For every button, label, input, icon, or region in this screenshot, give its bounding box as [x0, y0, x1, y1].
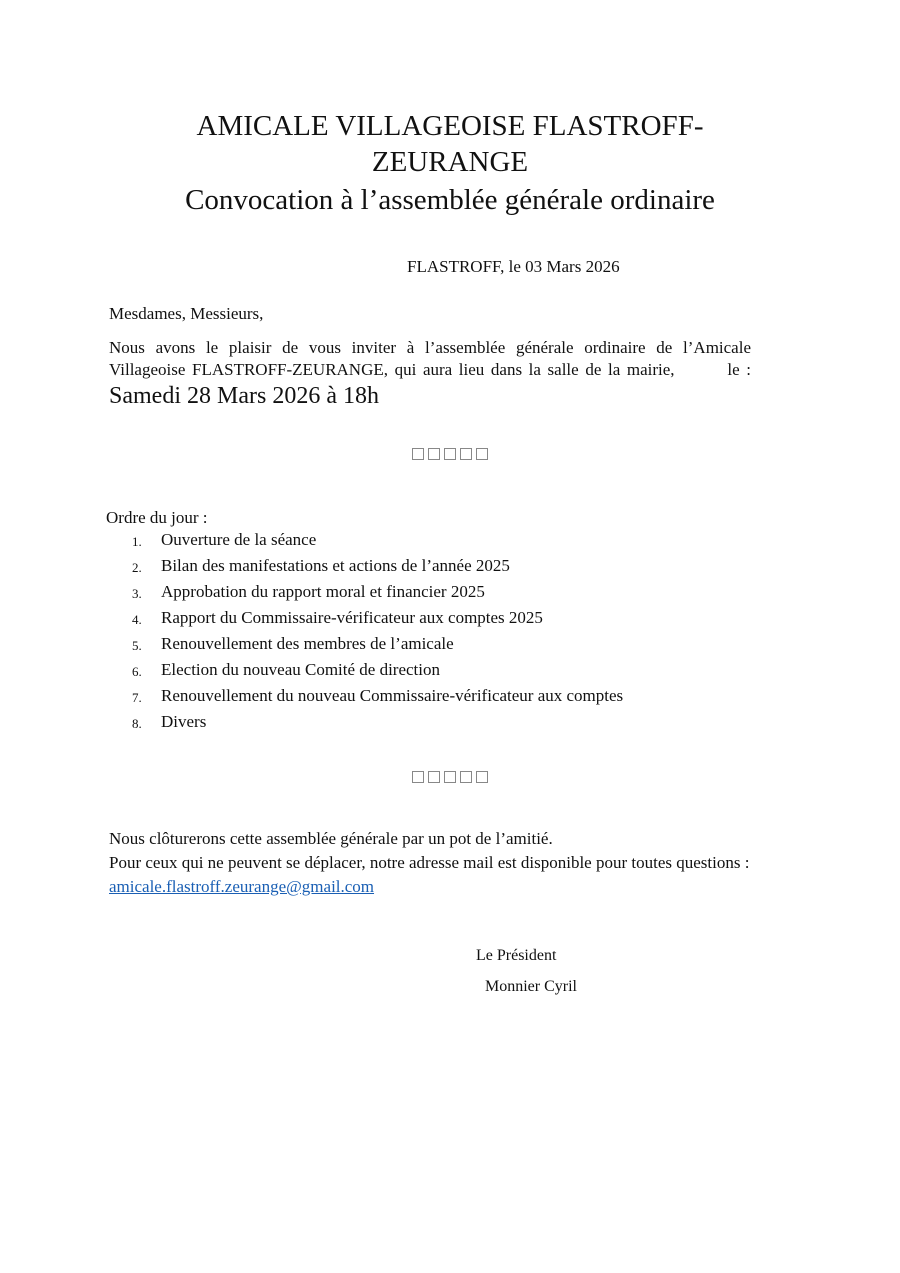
agenda-item-text: Renouvellement des membres de l’amicale: [161, 634, 454, 653]
invitation-paragraph: [109, 337, 751, 381]
closing-line-2: Pour ceux qui ne peuvent se déplacer, notre adresse mail est disponible pour toutes questions :: [109, 853, 750, 872]
separator-glyph: [444, 448, 456, 460]
salutation: Mesdames, Messieurs,: [109, 304, 264, 323]
invitation-line-2: Villageoise FLASTROFF-ZEURANGE, qui aura lieu dans la salle de la mairie, le :: [109, 360, 751, 379]
agenda-item-text: Election du nouveau Comité de direction: [161, 660, 441, 679]
agenda-item: [0, 712, 800, 736]
date-line: FLASTROFF, le 03 Mars 2026: [407, 257, 620, 276]
title-line-2: ZEURANGE: [371, 146, 529, 178]
page-subtitle: Convocation à l’assemblée générale ordinaire: [185, 184, 715, 216]
separator-glyph: [428, 771, 440, 783]
agenda-heading: Ordre du jour :: [106, 508, 208, 527]
email-link[interactable]: amicale.flastroff.zeurange@gmail.com: [109, 877, 375, 896]
separator-glyph: [412, 771, 424, 783]
separator-glyph: [428, 448, 440, 460]
agenda-item-number: 5.: [132, 638, 142, 653]
agenda-item-number: 7.: [132, 690, 142, 705]
agenda-item-number: 6.: [132, 664, 142, 679]
separator-glyph: [460, 448, 472, 460]
agenda-item: [0, 634, 800, 658]
event-datetime: Samedi 28 Mars 2026 à 18h: [109, 383, 379, 409]
agenda-item-text: Approbation du rapport moral et financier 2025: [161, 582, 485, 601]
agenda-item: [0, 686, 800, 710]
agenda-item-text: Renouvellement du nouveau Commissaire-vérificateur aux comptes: [161, 686, 624, 705]
agenda-item-text: Divers: [161, 712, 207, 731]
agenda-item-number: 8.: [132, 716, 142, 731]
separator-glyph: [476, 448, 488, 460]
agenda-item-number: 4.: [132, 612, 142, 627]
agenda-item: [0, 556, 800, 580]
separator-glyph: [460, 771, 472, 783]
agenda-item-number: 3.: [132, 586, 142, 601]
agenda-item-text: Ouverture de la séance: [161, 530, 317, 549]
closing-line-1: Nous clôturerons cette assemblée générale par un pot de l’amitié.: [109, 829, 553, 848]
agenda-item-number: 1.: [132, 534, 142, 549]
signature-name: Monnier Cyril: [485, 978, 577, 995]
separator-glyph: [476, 771, 488, 783]
agenda-item-number: 2.: [132, 560, 142, 575]
agenda-item-text: Rapport du Commissaire-vérificateur aux comptes 2025: [161, 608, 543, 627]
invitation-line-1: Nous avons le plaisir de vous inviter à l’assemblée générale ordinaire de l’Amicale: [109, 338, 751, 357]
agenda-item: [0, 660, 800, 684]
separator-top: [0, 445, 900, 461]
separator-glyph: [444, 771, 456, 783]
agenda-item: [0, 608, 800, 632]
title-line-1: AMICALE VILLAGEOISE FLASTROFF-: [196, 110, 704, 142]
agenda-item-text: Bilan des manifestations et actions de l’année 2025: [161, 556, 510, 575]
agenda-item: [0, 582, 800, 606]
separator-bottom: [0, 768, 900, 784]
signature-role: Le Président: [476, 947, 557, 964]
agenda-item: [0, 530, 800, 554]
separator-glyph: [412, 448, 424, 460]
